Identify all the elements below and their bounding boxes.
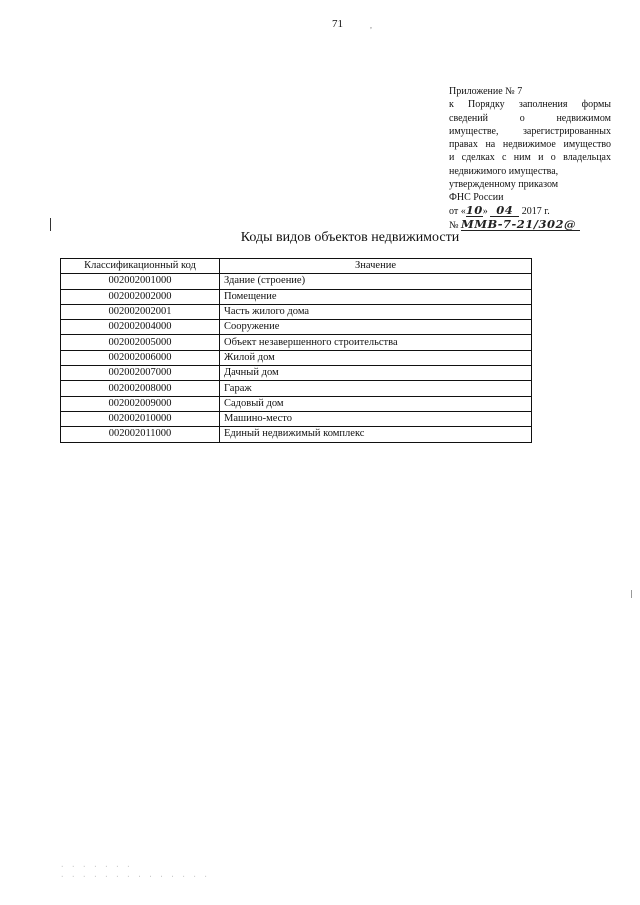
value-cell: Объект незавершенного строительства [220,335,532,350]
value-cell: Единый недвижимый комплекс [220,427,532,442]
order-number-handwritten: ММВ-7-21/302@ [461,219,580,231]
table-row [61,396,532,411]
column-header-code: Классификационный код [61,259,220,274]
appendix-line: сведений о недвижимом [449,112,611,124]
code-cell: 002002001000 [61,274,220,289]
appendix-header [449,85,611,233]
appendix-line: и сделках с ним и о владельцах [449,152,611,164]
code-cell: 002002009000 [61,396,220,411]
code-cell: 002002002001 [61,304,220,319]
column-header-value: Значение [220,259,532,274]
scan-dot: , [370,21,372,30]
date-month-handwritten: 04 [490,205,519,217]
table-row [61,304,532,319]
code-cell: 002002005000 [61,335,220,350]
table-row [61,320,532,335]
table-row [61,411,532,426]
appendix-line: к Порядку заполнения формы [449,99,611,111]
value-cell: Сооружение [220,320,532,335]
date-mid: » [482,205,488,217]
faded-scan-stamp: · · · · · · · · · · · · · · · · · · · · · [60,862,209,881]
code-cell: 002002011000 [61,427,220,442]
table-row [61,427,532,442]
value-cell: Помещение [220,289,532,304]
value-cell: Здание (строение) [220,274,532,289]
table-row [61,289,532,304]
number-prefix: № [449,219,459,231]
appendix-line: утвержденному приказом [449,179,559,191]
code-cell: 002002007000 [61,366,220,381]
table-header-row [61,259,532,274]
table-row [61,381,532,396]
code-cell: 002002008000 [61,381,220,396]
table-row [61,366,532,381]
date-prefix: от « [449,205,466,217]
appendix-line: ФНС России [449,192,504,204]
code-cell: 002002006000 [61,350,220,365]
value-cell: Жилой дом [220,350,532,365]
code-cell: 002002002000 [61,289,220,304]
value-cell: Машино-место [220,411,532,426]
appendix-line: недвижимого имущества, [449,165,559,177]
value-cell: Часть жилого дома [220,304,532,319]
page-number: 71 [332,18,343,30]
table-row [61,274,532,289]
value-cell: Дачный дом [220,366,532,381]
value-cell: Садовый дом [220,396,532,411]
table-row [61,335,532,350]
value-cell: Гараж [220,381,532,396]
code-cell: 002002010000 [61,411,220,426]
scan-edge-mark-right [631,590,632,598]
document-title: Коды видов объектов недвижимости [240,230,460,245]
codes-table [60,258,532,443]
appendix-line: правах на недвижимое имущество [449,139,611,151]
date-day-handwritten: 10 [465,202,483,217]
code-cell: 002002004000 [61,320,220,335]
date-year: 2017 г. [521,205,550,217]
appendix-title: Приложение № 7 [449,86,523,97]
appendix-line: имуществе, зарегистрированных [449,125,611,137]
table-row [61,350,532,365]
